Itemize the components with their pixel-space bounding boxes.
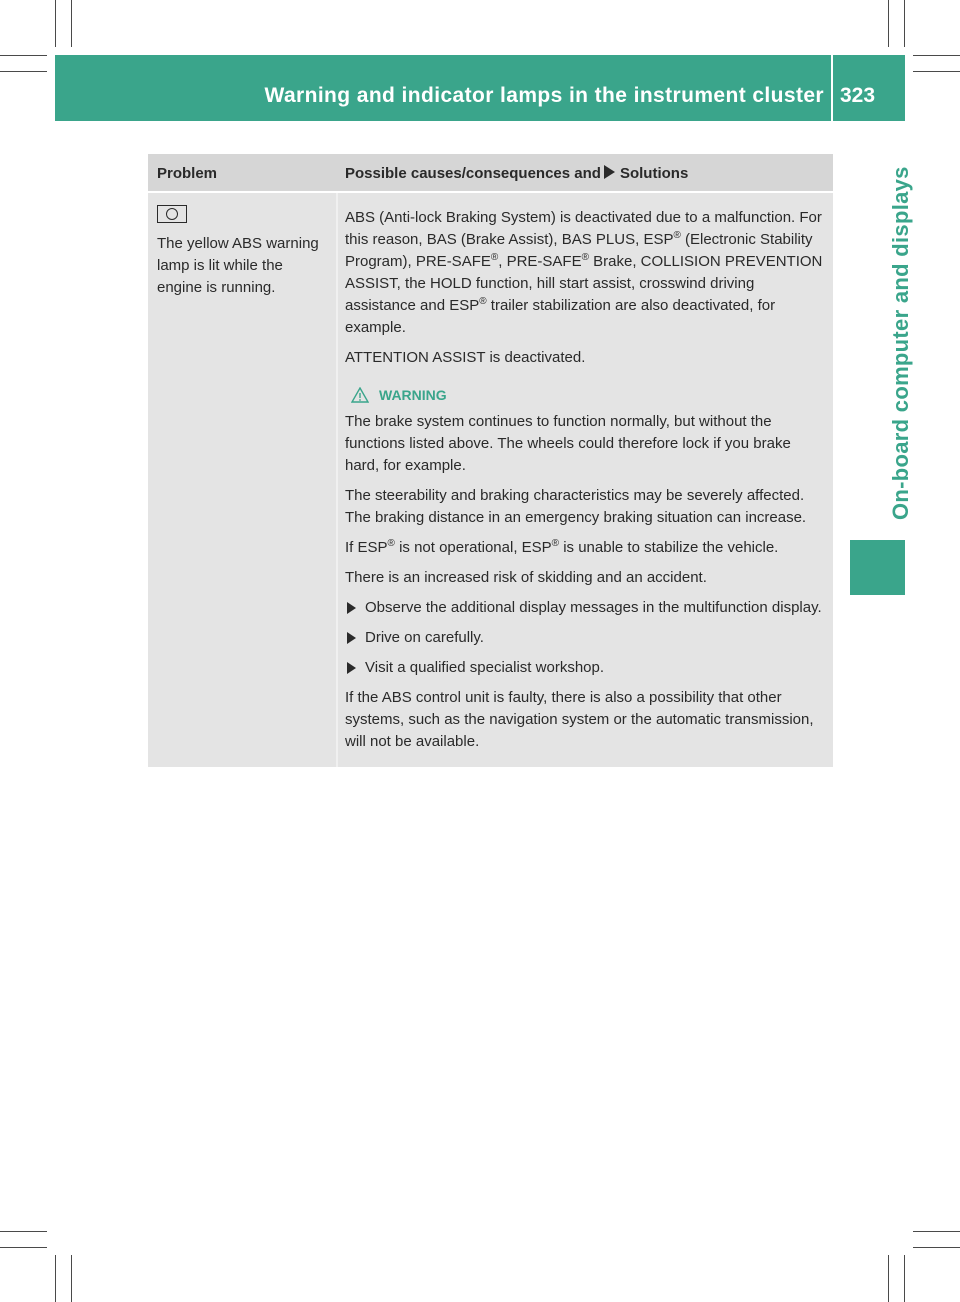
registered-mark: ® <box>551 538 560 549</box>
list-item <box>345 657 827 679</box>
abs-circle-icon <box>166 208 178 220</box>
column-header-causes <box>336 154 833 191</box>
warning-heading <box>351 387 827 403</box>
registered-mark: ® <box>490 252 499 263</box>
crop-mark <box>0 1247 47 1248</box>
text-span: , PRE-SAFE <box>498 253 582 270</box>
crop-mark <box>888 0 889 47</box>
crop-mark <box>71 1255 72 1302</box>
section-marker <box>850 540 905 595</box>
crop-mark <box>913 1231 960 1232</box>
text-span: Brake, COLLISION PREVENTION ASSIST, the HOLD function, hill start assist, crosswind driving assistance and ESP <box>345 253 823 314</box>
registered-mark: ® <box>581 252 589 263</box>
table-header <box>148 154 833 191</box>
bullet-arrow-icon <box>347 662 356 674</box>
causes-cell <box>338 193 833 767</box>
column-header-problem: Problem <box>157 165 218 182</box>
crop-mark <box>71 0 72 47</box>
crop-mark <box>0 55 47 56</box>
section-tab-label: On-board computer and displays <box>888 166 913 520</box>
problem-text: The yellow ABS warning lamp is lit while the engine is running. <box>157 235 319 296</box>
warning-paragraph <box>345 537 827 559</box>
text-span: (Electronic Stability Program), PRE-SAFE <box>345 231 813 270</box>
text-span: If ESP <box>345 539 388 556</box>
warning-paragraph: There is an increased risk of skidding and an accident. <box>345 569 707 586</box>
warning-label: WARNING <box>379 387 447 403</box>
bullet-arrow-icon <box>347 602 356 614</box>
page-title: Warning and indicator lamps in the instrument cluster <box>264 84 824 107</box>
column-header-causes-text: Possible causes/consequences and <box>345 165 601 182</box>
warning-paragraph: The brake system continues to function normally, but without the functions listed above. The wheels could therefore lock if you brake hard, for example. <box>345 413 791 474</box>
list-item-text: Visit a qualified specialist workshop. <box>365 659 605 676</box>
text-span: trailer stabilization are also deactivated, for example. <box>345 297 776 336</box>
abs-warning-lamp-icon <box>157 205 187 223</box>
text-span: ABS (Anti-lock Braking System) is deactivated due to a malfunction. For this reason, BAS (Brake Assist), BAS PLUS, ESP <box>345 209 822 248</box>
crop-mark <box>913 1247 960 1248</box>
crop-mark <box>888 1255 889 1302</box>
text-span: is unable to stabilize the vehicle. <box>559 539 779 556</box>
cause-paragraph <box>345 207 827 339</box>
crop-mark <box>0 1231 47 1232</box>
crop-mark <box>904 0 905 47</box>
registered-mark: ® <box>673 230 681 241</box>
column-header-solutions: Solutions <box>619 165 689 182</box>
table-row <box>148 191 833 767</box>
list-item <box>345 597 827 619</box>
registered-mark: ® <box>387 538 395 549</box>
crop-mark <box>0 71 47 72</box>
registered-mark: ® <box>479 296 487 307</box>
crop-mark <box>55 1255 56 1302</box>
final-paragraph: If the ABS control unit is faulty, there is also a possibility that other systems, such as the navigation system or the automatic transmission, will not be available. <box>345 689 814 750</box>
crop-mark <box>55 0 56 47</box>
crop-mark <box>904 1255 905 1302</box>
attention-assist-paragraph: ATTENTION ASSIST is deactivated. <box>345 349 586 366</box>
page-number: 323 <box>840 84 876 107</box>
problem-cell <box>148 193 336 767</box>
bullet-arrow-icon <box>347 632 356 644</box>
list-item-text: Observe the additional display messages in the multifunction display. <box>365 599 822 616</box>
list-item-text: Drive on carefully. <box>365 629 484 646</box>
list-item <box>345 627 827 649</box>
warning-lamp-table <box>148 154 833 767</box>
crop-mark <box>913 55 960 56</box>
warning-paragraph: The steerability and braking characteristics may be severely affected. The braking distance in an emergency braking situation can increase. <box>345 487 807 526</box>
text-span: is not operational, ESP <box>394 539 552 556</box>
header-divider <box>831 55 833 121</box>
warning-triangle-icon <box>351 387 369 403</box>
crop-mark <box>913 71 960 72</box>
arrow-right-icon <box>604 165 615 179</box>
